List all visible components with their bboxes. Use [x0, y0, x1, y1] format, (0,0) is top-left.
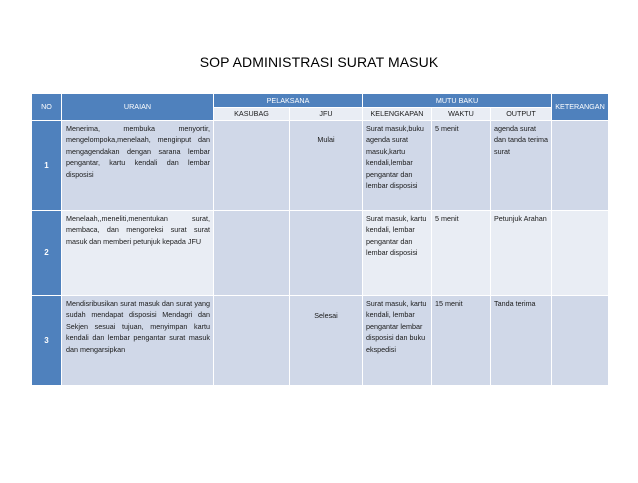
row-uraian: Menelaah,,meneliti,menentukan surat, membaca, dan mengoreksi surat surat masuk dan memberi petunjuk kepada JFU: [62, 211, 214, 296]
row-jfu: [290, 211, 363, 296]
row-keterangan: [552, 296, 609, 386]
row-keterangan: [552, 211, 609, 296]
row-kelengkapan: Surat masuk, kartu kendali, lembar pengantar lembar disposisi dan buku ekspedisi: [363, 296, 432, 386]
row-kelengkapan: Surat masuk, kartu kendali, lembar pengantar dan lembar disposisi: [363, 211, 432, 296]
table-row: [32, 121, 609, 211]
header-uraian: URAIAN: [62, 94, 214, 121]
row-keterangan: [552, 121, 609, 211]
row-output: agenda surat dan tanda terima surat: [491, 121, 552, 211]
header-kelengkapan: KELENGKAPAN: [363, 108, 432, 121]
header-kasubag: KASUBAG: [214, 108, 290, 121]
table-row: [32, 211, 609, 296]
row-waktu: 15 menit: [432, 296, 491, 386]
row-number: 1: [32, 121, 62, 211]
row-output: Petunjuk Arahan: [491, 211, 552, 296]
header-jfu: JFU: [290, 108, 363, 121]
row-kasubag: [214, 121, 290, 211]
row-number: 2: [32, 211, 62, 296]
header-pelaksana: PELAKSANA: [214, 94, 363, 108]
sop-table: [31, 93, 609, 386]
header-mutu-baku: MUTU BAKU: [363, 94, 552, 108]
page-title: SOP ADMINISTRASI SURAT MASUK: [199, 54, 439, 70]
header-waktu: WAKTU: [432, 108, 491, 121]
row-waktu: 5 menit: [432, 121, 491, 211]
row-jfu: Selesai: [290, 296, 363, 386]
row-number: 3: [32, 296, 62, 386]
row-kasubag: [214, 211, 290, 296]
header-row-1: [32, 94, 609, 108]
row-uraian: Menerima, membuka menyortir, mengelompoka,menelaah, menginput dan mengagendakan dengan sarana lembar pengantar, kartu kendali dan lembar disposisi: [62, 121, 214, 211]
row-jfu: Mulai: [290, 121, 363, 211]
header-keterangan: KETERANGAN: [552, 94, 609, 121]
row-uraian: Mendisribusikan surat masuk dan surat yang sudah mendapat disposisi Mendagri dan Sekjen sesuai tujuan, menyimpan kartu kendali dan lembar pengantar surat masuk dan mengarsipkan: [62, 296, 214, 386]
row-kelengkapan: Surat masuk,buku agenda surat masuk,kartu kendali,lembar pengantar dan lembar disposisi: [363, 121, 432, 211]
header-no: NO: [32, 94, 62, 121]
row-waktu: 5 menit: [432, 211, 491, 296]
row-kasubag: [214, 296, 290, 386]
table-row: [32, 296, 609, 386]
header-output: OUTPUT: [491, 108, 552, 121]
row-output: Tanda terima: [491, 296, 552, 386]
